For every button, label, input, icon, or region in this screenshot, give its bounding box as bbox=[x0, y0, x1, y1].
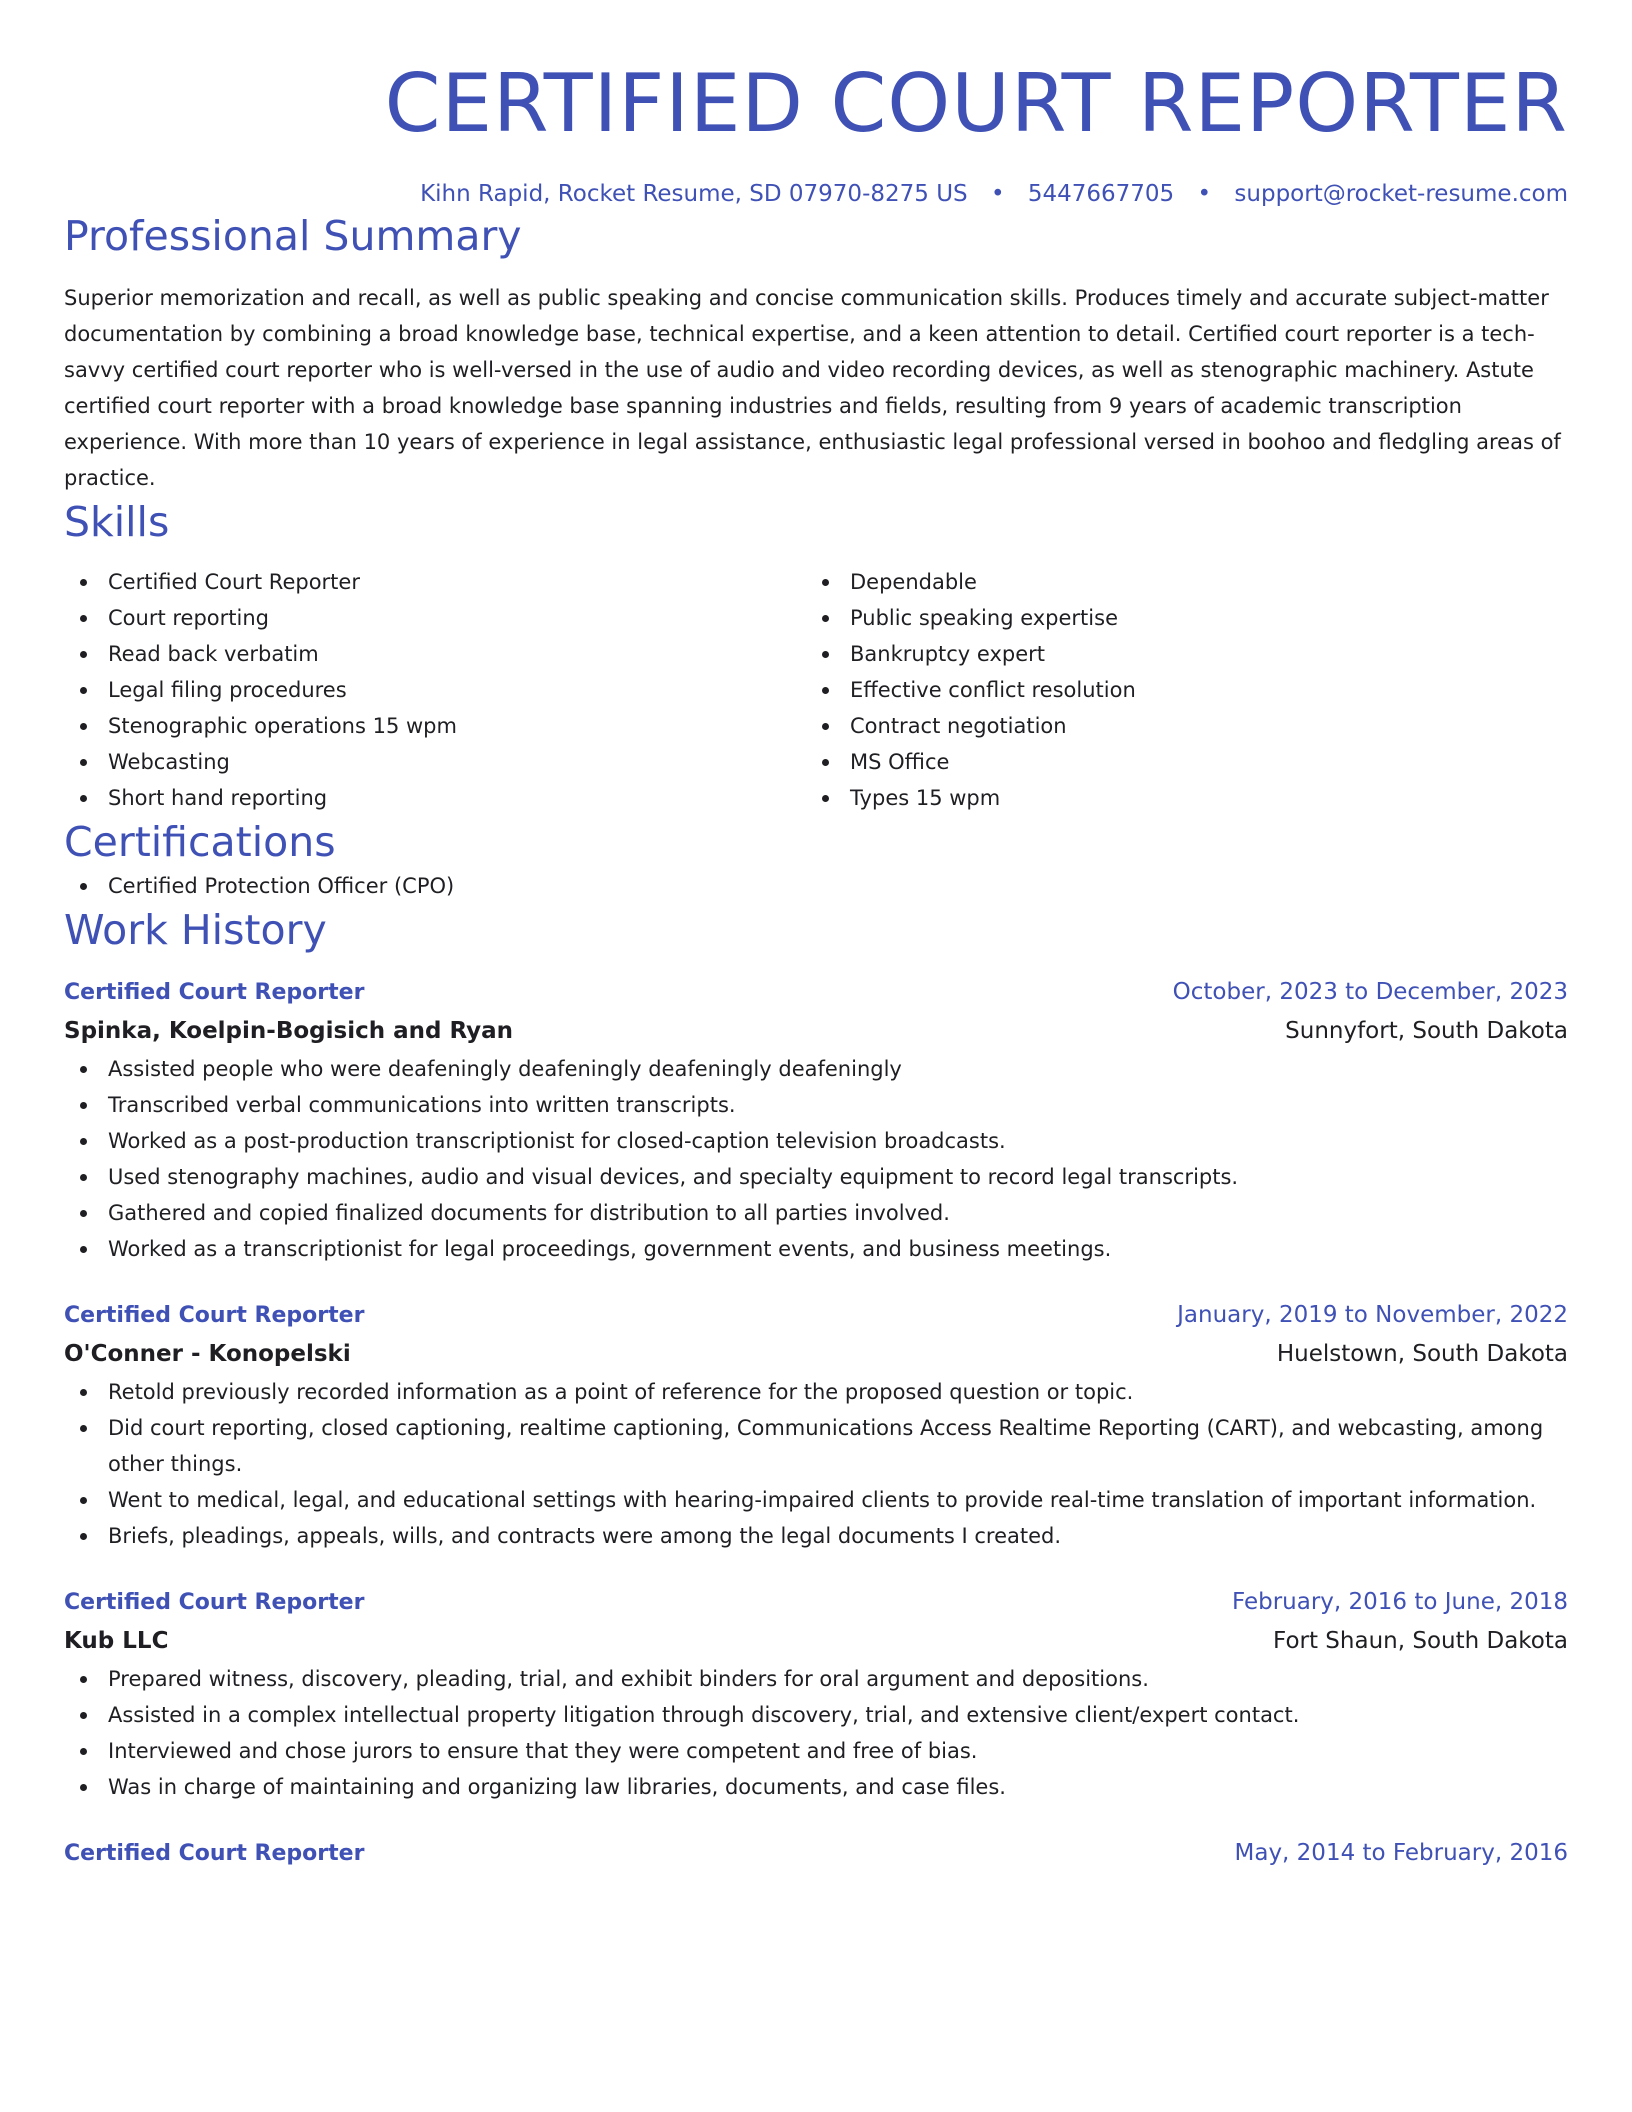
job-title-row bbox=[64, 974, 1568, 1011]
skill-item: Public speaking expertise bbox=[806, 600, 1568, 636]
job-bullet: Briefs, pleadings, appeals, wills, and contracts were among the legal documents I created. bbox=[64, 1518, 1568, 1554]
contact-separator: • bbox=[990, 181, 1005, 207]
certifications-section bbox=[64, 816, 1568, 904]
skill-item: Court reporting bbox=[64, 600, 806, 636]
job-bullet: Did court reporting, closed captioning, realtime captioning, Communications Access Realtime Reporting (CART), and webcasting, among other things. bbox=[64, 1410, 1568, 1482]
job-bullet: Prepared witness, discovery, pleading, trial, and exhibit binders for oral argument and depositions. bbox=[64, 1661, 1568, 1697]
job-title: Certified Court Reporter bbox=[64, 1841, 365, 1866]
job-location: Sunnyfort, South Dakota bbox=[1285, 1018, 1568, 1044]
job-bullet: Retold previously recorded information as a point of reference for the proposed question or topic. bbox=[64, 1374, 1568, 1410]
skill-item: Certified Court Reporter bbox=[64, 564, 806, 600]
job-bullet: Worked as a transcriptionist for legal proceedings, government events, and business meetings. bbox=[64, 1231, 1568, 1267]
job-company: Spinka, Koelpin-Bogisich and Ryan bbox=[64, 1018, 514, 1044]
skills-grid bbox=[64, 564, 1568, 816]
section-title-certifications: Certifications bbox=[64, 818, 336, 866]
section-title-work-history: Work History bbox=[64, 906, 327, 954]
resume-name: CERTIFIED COURT REPORTER bbox=[384, 57, 1568, 150]
job-entry bbox=[64, 974, 1568, 1267]
job-company-row bbox=[64, 1621, 1568, 1661]
job-company: O'Conner - Konopelski bbox=[64, 1341, 351, 1367]
job-company-row bbox=[64, 1334, 1568, 1374]
section-title-summary: Professional Summary bbox=[64, 212, 522, 260]
skills-list-left bbox=[64, 564, 806, 816]
job-entry bbox=[64, 1297, 1568, 1554]
job-company: Kub LLC bbox=[64, 1628, 169, 1654]
job-bullet-list bbox=[64, 1374, 1568, 1554]
job-bullet: Worked as a post-production transcriptionist for closed-caption television broadcasts. bbox=[64, 1123, 1568, 1159]
job-title-row bbox=[64, 1835, 1568, 1872]
job-company-row bbox=[64, 1011, 1568, 1051]
contact-email[interactable]: support@rocket-resume.com bbox=[1234, 181, 1568, 207]
job-entry bbox=[64, 1584, 1568, 1805]
skill-item: Types 15 wpm bbox=[806, 780, 1568, 816]
job-bullet: Went to medical, legal, and educational settings with hearing-impaired clients to provide real-time translation of important information. bbox=[64, 1482, 1568, 1518]
job-location: Fort Shaun, South Dakota bbox=[1273, 1628, 1568, 1654]
skill-item: Short hand reporting bbox=[64, 780, 806, 816]
skill-item: Dependable bbox=[806, 564, 1568, 600]
skill-item: Webcasting bbox=[64, 744, 806, 780]
certification-item: Certified Protection Officer (CPO) bbox=[64, 868, 1568, 904]
skill-item: MS Office bbox=[806, 744, 1568, 780]
job-bullet: Used stenography machines, audio and visual devices, and specialty equipment to record legal transcripts. bbox=[64, 1159, 1568, 1195]
section-title-skills: Skills bbox=[64, 498, 170, 546]
job-bullet: Transcribed verbal communications into written transcripts. bbox=[64, 1087, 1568, 1123]
job-bullet: Was in charge of maintaining and organizing law libraries, documents, and case files. bbox=[64, 1769, 1568, 1805]
job-dates: May, 2014 to February, 2016 bbox=[1234, 1840, 1568, 1866]
skill-item: Legal filing procedures bbox=[64, 672, 806, 708]
job-bullet-list bbox=[64, 1051, 1568, 1267]
summary-section bbox=[64, 210, 1568, 496]
skill-item: Read back verbatim bbox=[64, 636, 806, 672]
job-bullet: Interviewed and chose jurors to ensure that they were competent and free of bias. bbox=[64, 1733, 1568, 1769]
job-bullet-list bbox=[64, 1661, 1568, 1805]
skill-item: Contract negotiation bbox=[806, 708, 1568, 744]
job-dates: January, 2019 to November, 2022 bbox=[1177, 1302, 1568, 1328]
certifications-list bbox=[64, 868, 1568, 904]
skills-list-right bbox=[806, 564, 1568, 816]
job-dates: October, 2023 to December, 2023 bbox=[1172, 979, 1568, 1005]
job-title: Certified Court Reporter bbox=[64, 1590, 365, 1615]
job-title-row bbox=[64, 1297, 1568, 1334]
job-location: Huelstown, South Dakota bbox=[1276, 1341, 1568, 1367]
resume-header bbox=[64, 0, 1568, 210]
job-bullet: Gathered and copied finalized documents for distribution to all parties involved. bbox=[64, 1195, 1568, 1231]
skill-item: Bankruptcy expert bbox=[806, 636, 1568, 672]
job-bullet: Assisted in a complex intellectual property litigation through discovery, trial, and extensive client/expert contact. bbox=[64, 1697, 1568, 1733]
job-bullet: Assisted people who were deafeningly deafeningly deafeningly deafeningly bbox=[64, 1051, 1568, 1087]
skill-item: Stenographic operations 15 wpm bbox=[64, 708, 806, 744]
skills-section bbox=[64, 496, 1568, 816]
job-title: Certified Court Reporter bbox=[64, 980, 365, 1005]
work-history-section bbox=[64, 904, 1568, 1872]
summary-text: Superior memorization and recall, as well as public speaking and concise communication skills. Produces timely and accurate subject-matter documentation by combining a broad knowledge base, technical expertise, and a keen attention to detail. Certified court reporter is a tech-savvy certified court reporter who is well-versed in the use of audio and video recording devices, as well as stenographic machinery. Astute certified court reporter with a broad knowledge base spanning industries and fields, resulting from 9 years of academic transcription experience. With more than 10 years of experience in legal assistance, enthusiastic legal professional versed in boohoo and fledgling areas of practice. bbox=[64, 286, 1561, 490]
job-title-row bbox=[64, 1584, 1568, 1621]
job-entry bbox=[64, 1835, 1568, 1872]
contact-line bbox=[64, 178, 1568, 210]
job-title: Certified Court Reporter bbox=[64, 1303, 365, 1328]
contact-phone: 5447667705 bbox=[1027, 181, 1175, 207]
contact-address: Kihn Rapid, Rocket Resume, SD 07970-8275 US bbox=[420, 181, 968, 207]
contact-separator: • bbox=[1197, 181, 1212, 207]
skill-item: Effective conflict resolution bbox=[806, 672, 1568, 708]
job-dates: February, 2016 to June, 2018 bbox=[1231, 1589, 1568, 1615]
